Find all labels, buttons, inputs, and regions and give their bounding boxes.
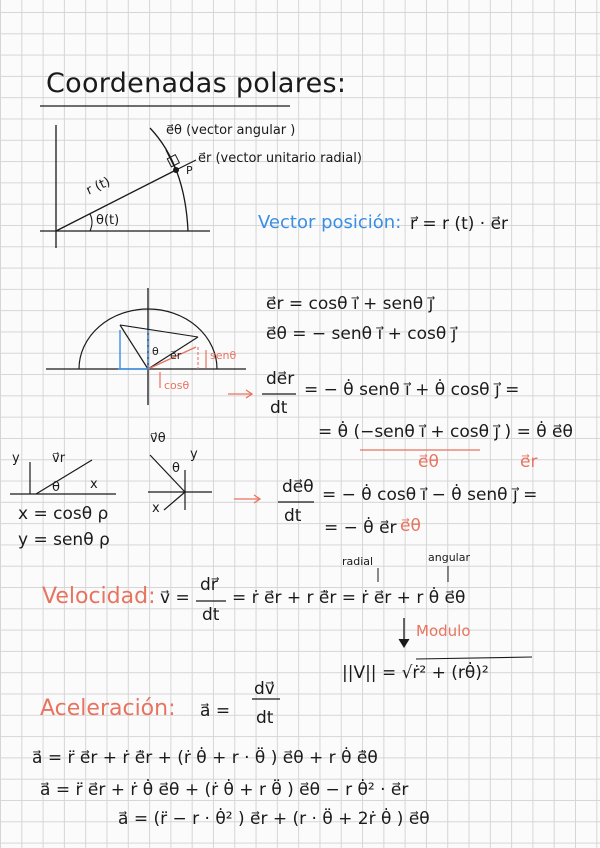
e-r-label: e⃗r (vector unitario radial) [198,151,362,166]
y-equation: y = senθ ρ [18,530,110,550]
r-t-label: r (t) [83,174,113,199]
vtheta-label: v⃗θ [150,431,166,446]
velocidad-label: Velocidad: [42,584,156,609]
vector-posicion-label: Vector posición: [258,212,402,233]
under-er: e⃗r [520,452,538,472]
der-er-numerator: de⃗r [266,369,295,389]
der-etheta-denominator: dt [284,506,302,526]
theta-t-label: θ(t) [96,213,120,228]
velocidad-numerator: dr⃗ [200,575,218,595]
under-etheta: e⃗θ [418,452,439,472]
radial-label: radial [342,555,374,568]
der-etheta-numerator: de⃗θ [282,477,314,497]
velocidad-denominator: dt [202,605,220,625]
velocidad-rhs: = ṙ e⃗r + r e⃗̇r = ṙ e⃗r + r θ̇ e⃗θ [232,588,466,608]
axis-x-label: x [90,477,98,492]
axis-y2-label: y [190,447,198,462]
velocidad-lhs: v⃗ = [160,588,190,608]
axis-y-label: y [12,451,20,466]
page-title: Coordenadas polares: [46,68,347,99]
der-etheta-brace: e⃗θ [400,516,421,536]
theta-angle-label: θ [52,480,60,495]
angular-label: angular [428,551,470,564]
x-equation: x = cosθ ρ [18,504,109,524]
der-etheta-rhs2: = − θ̇ e⃗r [324,518,397,538]
er-definition: e⃗r = cosθ i⃗ + senθ j⃗ [266,294,434,314]
der-er-rhs2: = θ̇ (−senθ i⃗ + cosθ j⃗ ) = θ̇ e⃗θ [318,422,573,442]
der-etheta-rhs1: = − θ̇ cosθ i⃗ − θ̇ senθ j⃗ = [322,485,538,505]
aceleracion-line2: a⃗ = r̈ e⃗r + ṙ θ̇ e⃗θ + (ṙ θ̇ + r θ̈ ) e⃗θ − r θ̇² · e⃗r [40,780,409,800]
er-small-label: e⃗r [170,349,182,362]
e-theta-label: e⃗θ (vector angular ) [166,123,296,138]
aceleracion-lhs: a⃗ = [200,701,231,721]
velocidad-norm: ||V|| = √ṙ² + (rθ̇)² [342,663,489,683]
der-er-rhs1: = − θ̇ senθ i⃗ + θ̇ cosθ j⃗ = [304,380,520,400]
aceleracion-line1: a⃗ = r̈ e⃗r + ṙ e⃗̇r + (ṙ θ̇ + r · θ̈ ) e⃗θ + r θ̇ e⃗̇θ [32,748,378,768]
point-p-label: P [186,164,193,177]
sen-label: senθ [210,349,237,362]
aceleracion-line3: a⃗ = (r̈ − r · θ̇² ) e⃗r + (r · θ̈ + 2ṙ θ̇ ) e⃗θ [118,809,430,829]
etheta-definition: e⃗θ = − senθ i⃗ + cosθ j⃗ [266,324,457,344]
der-er-denominator: dt [270,398,288,418]
aceleracion-label: Aceleración: [40,696,176,721]
axis-x2-label: x [152,501,160,516]
vr-label: v⃗r [52,451,66,466]
cos-label: cosθ [164,379,190,392]
aceleracion-numerator: dv⃗ [254,679,275,699]
theta-small-label: θ [152,345,159,358]
vector-posicion-expr: r⃗ = r (t) · e⃗r [410,214,509,234]
aceleracion-denominator: dt [256,708,274,728]
theta2-label: θ [172,461,180,476]
modulo-label: Modulo [416,622,471,640]
